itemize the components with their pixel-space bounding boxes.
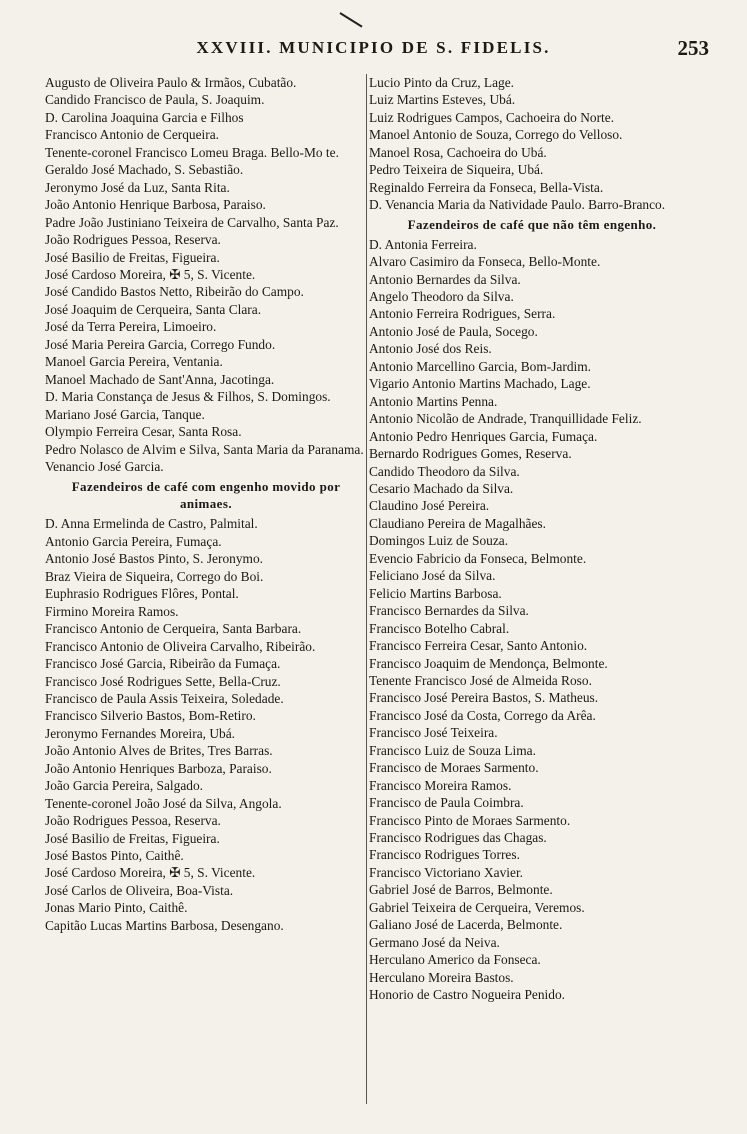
list-item: José Carlos de Oliveira, Boa-Vista. (45, 882, 234, 898)
list-item: Francisco Luiz de Souza Lima. (369, 742, 536, 758)
ink-mark (339, 12, 362, 27)
list-item: Angelo Theodoro da Silva. (369, 288, 514, 304)
list-item: Antonio Garcia Pereira, Fumaça. (45, 533, 222, 549)
list-item: Tenente-coronel João José da Silva, Angola. (45, 795, 282, 811)
list-item: Antonio José Bastos Pinto, S. Jeronymo. (45, 551, 263, 567)
list-item: Galiano José de Lacerda, Belmonte. (369, 917, 563, 933)
list-item: Francisco Rodrigues Torres. (369, 847, 520, 863)
column-divider (366, 74, 367, 1104)
list-item: D. Antonia Ferreira. (369, 236, 477, 252)
list-item: Manoel Machado de Sant'Anna, Jacotinga. (45, 371, 275, 387)
list-item: Francisco José Teixeira. (369, 725, 498, 741)
right-section-heading: Fazendeiros de café que não têm engenho. (407, 216, 657, 232)
list-item: Antonio José de Paula, Socego. (369, 323, 538, 339)
list-item: José Basilio de Freitas, Figueira. (45, 830, 220, 846)
list-item: Germano José da Neiva. (369, 934, 500, 950)
left-column (45, 74, 367, 934)
list-item: Manoel Garcia Pereira, Ventania. (45, 354, 223, 370)
list-item: Lucio Pinto da Cruz, Lage. (369, 75, 515, 90)
list-item: José Joaquim de Cerqueira, Santa Clara. (45, 301, 262, 317)
list-item: Braz Vieira de Siqueira, Corrego do Boi. (45, 568, 264, 584)
list-item: Francisco de Paula Coimbra. (369, 795, 524, 811)
page-number: 253 (677, 36, 709, 60)
list-item: Tenente Francisco José de Almeida Roso. (369, 672, 592, 688)
list-item: Claudino José Pereira. (369, 498, 490, 514)
list-item: José da Terra Pereira, Limoeiro. (45, 319, 217, 335)
list-item: Domingos Luiz de Souza. (369, 533, 509, 549)
list-item: Cesario Machado da Silva. (369, 480, 514, 496)
list-item: Francisco Antonio de Cerqueira, Santa Barbara. (45, 621, 302, 637)
list-item: Antonio Ferreira Rodrigues, Serra. (369, 306, 556, 322)
list-item: Francisco Antonio de Oliveira Carvalho, Ribeirão. (45, 638, 316, 654)
list-item: Tenente-coronel Francisco Lomeu Braga. Bello-Mo te. (45, 144, 339, 160)
list-item: Francisco José da Costa, Corrego da Arêa. (369, 707, 596, 723)
list-item: Gabriel José de Barros, Belmonte. (369, 882, 553, 898)
list-item: João Antonio Alves de Brites, Tres Barras. (45, 743, 273, 759)
list-item: Francisco Bernardes da Silva. (369, 603, 529, 619)
list-item: D. Anna Ermelinda de Castro, Palmital. (45, 516, 258, 532)
list-item: Antonio José dos Reis. (369, 341, 492, 357)
list-item: Francisco José Garcia, Ribeirão da Fumaça. (45, 656, 281, 672)
list-item: Francisco Botelho Cabral. (369, 620, 510, 636)
list-item: Herculano Americo da Fonseca. (369, 952, 541, 968)
list-item: Reginaldo Ferreira da Fonseca, Bella-Vista. (369, 179, 604, 195)
left-entries-bottom (45, 515, 367, 934)
list-item: João Garcia Pereira, Salgado. (45, 778, 204, 794)
list-item: Francisco Pinto de Moraes Sarmento. (369, 812, 571, 828)
list-item: Antonio Bernardes da Silva. (369, 271, 521, 287)
right-entries-top (369, 74, 695, 214)
list-item: José Basilio de Freitas, Figueira. (45, 249, 220, 265)
left-section-heading: Fazendeiros de café com engenho movido por animaes. (71, 479, 341, 512)
list-item: Capitão Lucas Martins Barbosa, Desengano. (45, 917, 284, 933)
list-item: Francisco de Paula Assis Teixeira, Soledade. (45, 690, 284, 706)
list-item: José Cardoso Moreira, ✠ 5, S. Vicente. (45, 266, 256, 282)
list-item: Francisco Victoriano Xavier. (369, 864, 524, 880)
list-item: Francisco Joaquim de Mendonça, Belmonte. (369, 655, 608, 671)
header-title: XXVIII. MUNICIPIO DE S. FIDELIS. (196, 38, 551, 57)
list-item: Antonio Martins Penna. (369, 393, 498, 409)
list-item: Francisco Moreira Ramos. (369, 777, 512, 793)
list-item: Augusto de Oliveira Paulo & Irmãos, Cubatão. (45, 75, 297, 90)
list-item: Luiz Martins Esteves, Ubá. (369, 92, 516, 108)
list-item: Francisco José Rodrigues Sette, Bella-Cruz. (45, 673, 281, 689)
list-item: Antonio Marcellino Garcia, Bom-Jardim. (369, 358, 592, 374)
list-item: Venancio José Garcia. (45, 458, 164, 474)
list-item: D. Carolina Joaquina Garcia e Filhos (45, 109, 244, 125)
list-item: Jeronymo Fernandes Moreira, Ubá. (45, 725, 236, 741)
list-item: Candido Theodoro da Silva. (369, 463, 520, 479)
list-item: Evencio Fabricio da Fonseca, Belmonte. (369, 550, 587, 566)
list-item: Honorio de Castro Nogueira Penido. (369, 987, 565, 1003)
list-item: Francisco Ferreira Cesar, Santo Antonio. (369, 638, 588, 654)
list-item: José Bastos Pinto, Caithê. (45, 848, 184, 864)
list-item: Mariano José Garcia, Tanque. (45, 406, 205, 422)
list-item: Vigario Antonio Martins Machado, Lage. (369, 376, 591, 392)
list-item: Pedro Nolasco de Alvim e Silva, Santa Maria da Paranama. (45, 441, 364, 457)
list-item: Geraldo José Machado, S. Sebastião. (45, 162, 244, 178)
list-item: Manoel Rosa, Cachoeira do Ubá. (369, 144, 547, 160)
list-item: João Rodrigues Pessoa, Reserva. (45, 232, 221, 248)
list-item: Pedro Teixeira de Siqueira, Ubá. (369, 162, 544, 178)
list-item: Euphrasio Rodrigues Flôres, Pontal. (45, 586, 239, 602)
list-item: Felicio Martins Barbosa. (369, 585, 502, 601)
list-item: José Maria Pereira Garcia, Corrego Fundo. (45, 336, 276, 352)
list-item: Jeronymo José da Luz, Santa Rita. (45, 179, 230, 195)
list-item: Francisco Rodrigues das Chagas. (369, 830, 547, 846)
list-item: D. Maria Constança de Jesus & Filhos, S. Domingos. (45, 389, 331, 405)
list-item: Olympio Ferreira Cesar, Santa Rosa. (45, 424, 242, 440)
list-item: Jonas Mario Pinto, Caithê. (45, 900, 188, 916)
list-item: José Cardoso Moreira, ✠ 5, S. Vicente. (45, 865, 256, 881)
list-item: José Candido Bastos Netto, Ribeirão do Campo. (45, 284, 304, 300)
page-header (0, 36, 747, 62)
list-item: Antonio Pedro Henriques Garcia, Fumaça. (369, 428, 598, 444)
list-item: João Antonio Henriques Barboza, Paraiso. (45, 760, 272, 776)
list-item: Francisco Antonio de Cerqueira. (45, 127, 220, 143)
list-item: Antonio Nicolão de Andrade, Tranquillidade Feliz. (369, 411, 642, 427)
left-entries-top (45, 74, 367, 475)
list-item: Francisco José Pereira Bastos, S. Matheus. (369, 690, 599, 706)
list-item: Francisco de Moraes Sarmento. (369, 760, 539, 776)
list-item: João Antonio Henrique Barbosa, Paraiso. (45, 197, 266, 213)
list-item: Francisco Silverio Bastos, Bom-Retiro. (45, 708, 256, 724)
list-item: Gabriel Teixeira de Cerqueira, Veremos. (369, 899, 585, 915)
list-item: Manoel Antonio de Souza, Corrego do Velloso. (369, 127, 623, 143)
right-entries-bottom (369, 236, 695, 1004)
list-item: D. Venancia Maria da Natividade Paulo. Barro-Branco. (369, 197, 666, 213)
right-column (369, 74, 695, 1004)
list-item: Luiz Rodrigues Campos, Cachoeira do Norte. (369, 109, 615, 125)
list-item: Candido Francisco de Paula, S. Joaquim. (45, 92, 265, 108)
list-item: Padre João Justiniano Teixeira de Carvalho, Santa Paz. (45, 214, 339, 230)
list-item: João Rodrigues Pessoa, Reserva. (45, 813, 221, 829)
list-item: Claudiano Pereira de Magalhães. (369, 515, 546, 531)
list-item: Firmino Moreira Ramos. (45, 603, 179, 619)
list-item: Bernardo Rodrigues Gomes, Reserva. (369, 446, 572, 462)
list-item: Herculano Moreira Bastos. (369, 969, 514, 985)
list-item: Feliciano José da Silva. (369, 568, 496, 584)
list-item: Alvaro Casimiro da Fonseca, Bello-Monte. (369, 254, 601, 270)
